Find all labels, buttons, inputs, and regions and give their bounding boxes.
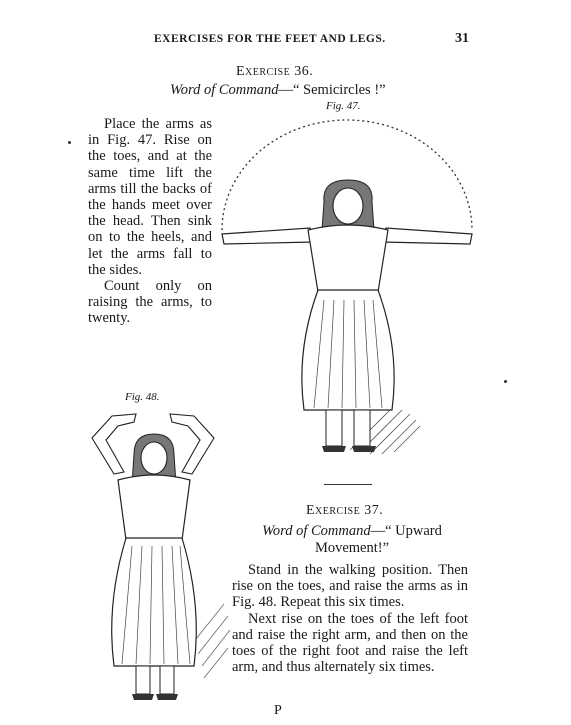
signature-mark: P xyxy=(274,703,282,718)
instruction-paragraph: Next rise on the toes of the left foot and raise the right arm, and then on the toes of the right foot and raise the left arm, and thus alternately six times. xyxy=(232,610,468,676)
instruction-paragraph: Stand in the walking position. Then rise on the toes, and raise the arms as in Fig. 48. Repeat this six times. xyxy=(232,562,468,611)
exercise-37-instructions xyxy=(232,562,468,675)
left-leg xyxy=(136,666,150,694)
instruction-paragraph: Place the arms as in Fig. 47. Rise on the toes, and at the same time lift the arms till the backs of the hands meet over the head. Then sink on to the heels, and let the arms fall to the sides. xyxy=(88,116,212,278)
command-label: Word of Command xyxy=(262,523,371,539)
floor-shadow xyxy=(192,604,230,678)
right-leg xyxy=(160,666,174,694)
feet xyxy=(322,446,376,452)
bodice xyxy=(118,475,190,540)
command-text: —“ Upward Movement!” xyxy=(314,523,442,556)
bodice xyxy=(308,225,388,292)
exercise-37-command xyxy=(234,523,470,557)
feet xyxy=(132,694,178,700)
exercise-36-title: Exercise 36. xyxy=(236,64,314,79)
command-label: Word of Command xyxy=(170,82,279,98)
ink-speck xyxy=(68,141,71,144)
right-arm xyxy=(382,228,472,244)
left-leg xyxy=(326,410,342,446)
figure-48-illustration xyxy=(74,404,234,704)
section-divider xyxy=(324,484,372,485)
instruction-paragraph: Count only on raising the arms, to twenty. xyxy=(88,278,212,327)
face xyxy=(333,188,363,224)
running-head: EXERCISES FOR THE FEET AND LEGS. xyxy=(154,33,386,45)
exercise-36-command xyxy=(170,82,386,99)
figure-47-caption: Fig. 47. xyxy=(326,100,361,112)
page-number: 31 xyxy=(455,31,469,46)
figure-47-illustration xyxy=(210,110,480,470)
right-raised-arm xyxy=(170,414,214,474)
ink-speck xyxy=(504,380,507,383)
exercise-36-instructions xyxy=(88,116,212,327)
skirt xyxy=(112,538,197,666)
left-raised-arm xyxy=(92,414,136,474)
right-leg xyxy=(354,410,370,446)
face xyxy=(141,442,167,474)
page-header xyxy=(0,33,571,53)
figure-48-caption: Fig. 48. xyxy=(125,391,160,403)
command-text: —“ Semicircles !” xyxy=(278,82,386,98)
exercise-37-title: Exercise 37. xyxy=(306,503,384,518)
left-arm xyxy=(222,228,314,244)
